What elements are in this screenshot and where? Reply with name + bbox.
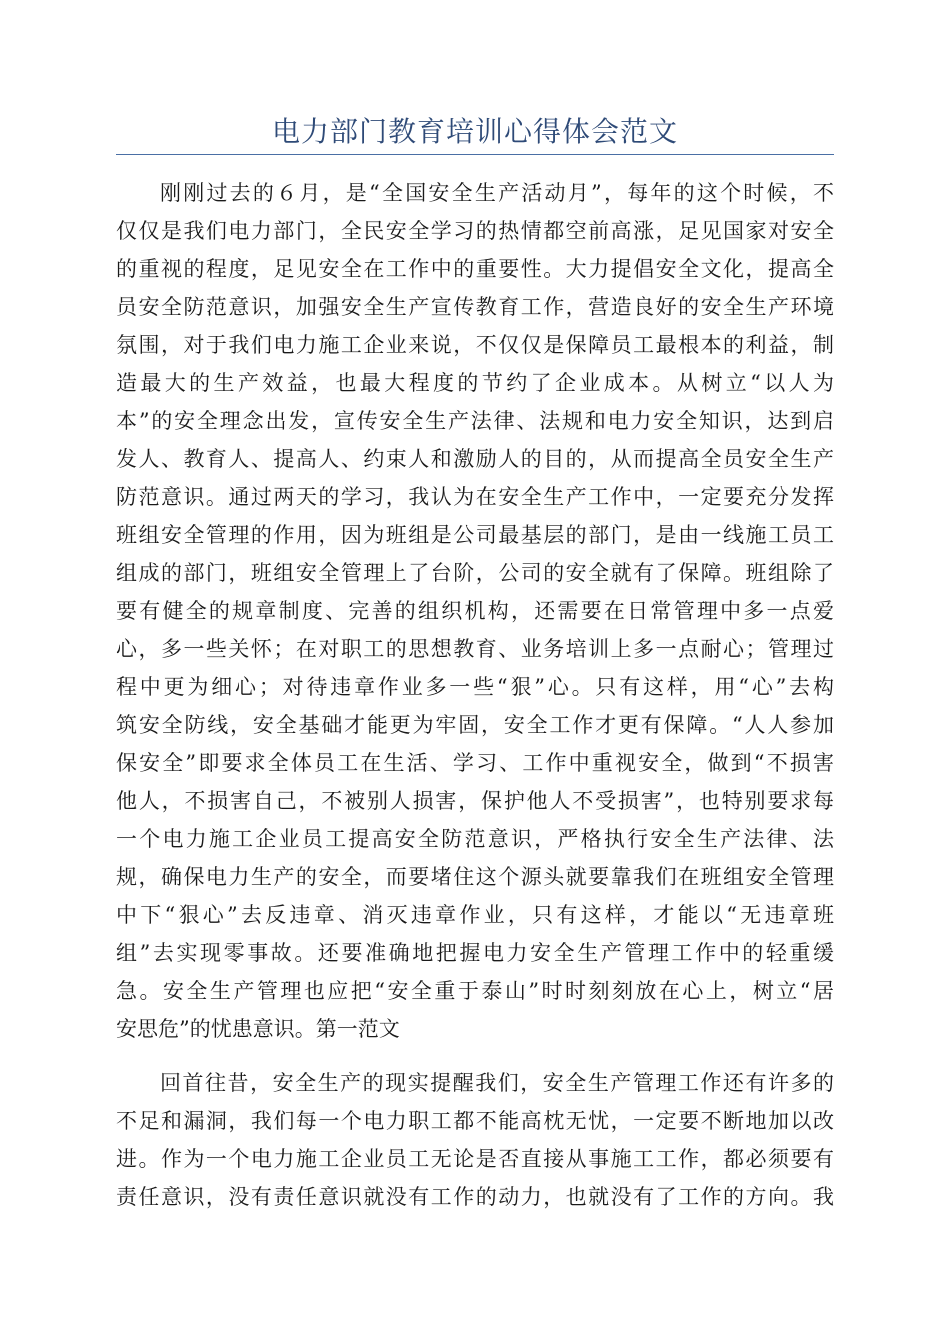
text-line: 氛围，对于我们电力施工企业来说，不仅仅是保障员工最根本的利益，制 [116,333,834,357]
paragraph [116,1064,834,1216]
title-underline [116,154,834,155]
text-line: 筑安全防线，安全基础才能更为牢固，安全工作才更有保障。“人人参加 [116,713,834,737]
text-line: 刚刚过去的６月，是“全国安全生产活动月”，每年的这个时候，不 [160,181,834,205]
text-line: 心，多一些关怀；在对职工的思想教育、业务培训上多一点耐心；管理过 [116,637,834,661]
text-line: 本”的安全理念出发，宣传安全生产法律、法规和电力安全知识，达到启 [116,409,834,433]
text-line: 要有健全的规章制度、完善的组织机构，还需要在日常管理中多一点爱 [116,599,834,623]
text-line: 防范意识。通过两天的学习，我认为在安全生产工作中，一定要充分发挥 [116,485,834,509]
text-line: 规，确保电力生产的安全，而要堵住这个源头就要靠我们在班组安全管理 [116,865,834,889]
text-line: 急。安全生产管理也应把“安全重于泰山”时时刻刻放在心上，树立“居 [116,979,834,1003]
document-title: 电力部门教育培训心得体会范文 [271,115,678,148]
text-line: 中下“狠心”去反违章、消灭违章作业，只有这样，才能以“无违章班 [116,903,834,927]
text-line: 一个电力施工企业员工提高安全防范意识，严格执行安全生产法律、法 [116,827,834,851]
text-line: 他人，不损害自己，不被别人损害，保护他人不受损害”，也特别要求每 [116,789,834,813]
text-line: 发人、教育人、提高人、约束人和激励人的目的，从而提高全员安全生产 [116,447,834,471]
text-line: 安思危”的忧患意识。第一范文 [116,1017,400,1041]
text-line: 程中更为细心；对待违章作业多一些“狠”心。只有这样，用“心”去构 [116,675,834,699]
text-line: 组成的部门，班组安全管理上了台阶，公司的安全就有了保障。班组除了 [116,561,834,585]
text-line: 员安全防范意识，加强安全生产宣传教育工作，营造良好的安全生产环境 [116,295,834,319]
paragraph [116,174,834,1048]
text-line: 班组安全管理的作用，因为班组是公司最基层的部门，是由一线施工员工 [116,523,834,547]
text-line: 回首往昔，安全生产的现实提醒我们，安全生产管理工作还有许多的 [160,1071,834,1095]
text-line: 造最大的生产效益，也最大程度的节约了企业成本。从树立“以人为 [116,371,834,395]
text-line: 不足和漏洞，我们每一个电力职工都不能高枕无忧，一定要不断地加以改 [116,1109,834,1133]
text-line: 组”去实现零事故。还要准确地把握电力安全生产管理工作中的轻重缓 [116,941,834,965]
text-line: 责任意识，没有责任意识就没有工作的动力，也就没有了工作的方向。我 [116,1185,834,1209]
text-line: 进。作为一个电力施工企业员工无论是否直接从事施工工作，都必须要有 [116,1147,834,1171]
text-line: 保安全”即要求全体员工在生活、学习、工作中重视安全，做到“不损害 [116,751,834,775]
text-line: 仅仅是我们电力部门，全民安全学习的热情都空前高涨，足见国家对安全 [116,219,834,243]
text-line: 的重视的程度，足见安全在工作中的重要性。大力提倡安全文化，提高全 [116,257,834,281]
